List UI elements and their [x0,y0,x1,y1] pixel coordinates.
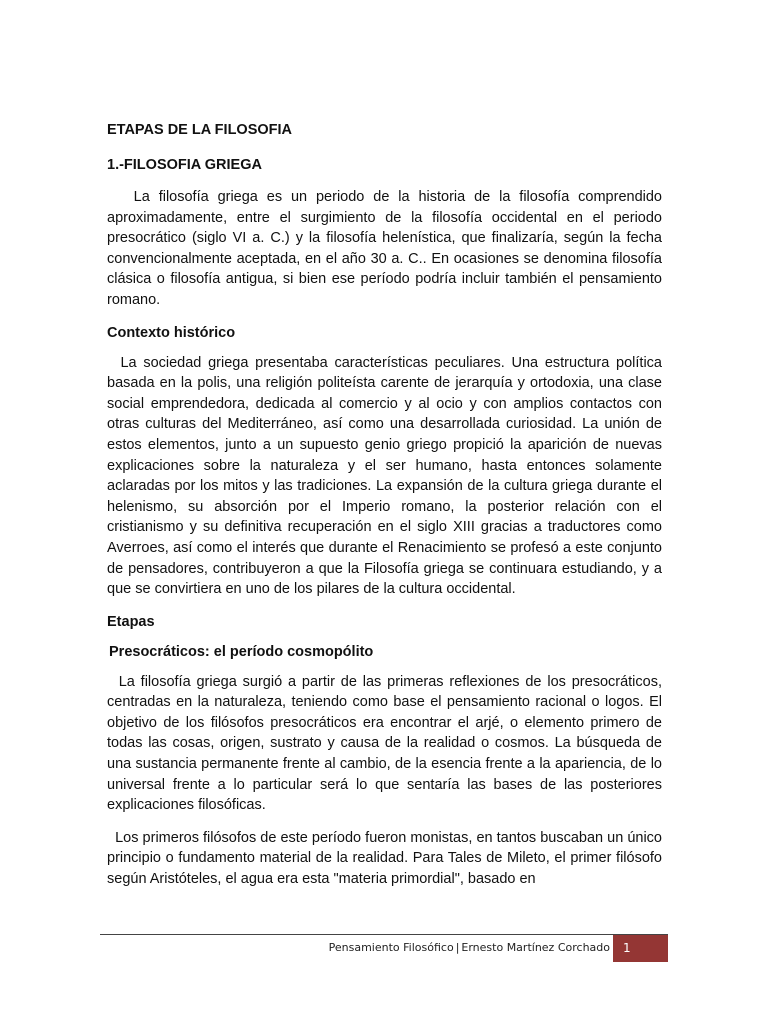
document-page [107,120,662,890]
context-paragraph: La sociedad griega presentaba características peculiares. Una estructura política basada en la polis, una religión politeísta carente de jerarquía y ortodoxia, una clase social emprendedora, dedicada al comercio y al ocio y con amplios contactos con otras culturas del Mediterráneo, así como una desarrollada curiosidad. La unión de estos elementos, junto a un supuesto genio griego propició la aparición de nuevas explicaciones sobre la naturaleza y el ser humano, hasta entonces solamente aclaradas por los mitos y las tradiciones. La expansión de la cultura griega durante el helenismo, su absorción por el Imperio romano, la posterior relación con el cristianismo y su definitiva recuperación en el siglo XIII gracias a traductores como Averroes, así como el interés que durante el Renacimiento se profesó a este conjunto de pensadores, contribuyeron a que la Filosofía griega se continuara estudiando, y a que se convirtiera en uno de los pilares de la cultura occidental. [107,354,662,598]
footer-author: Ernesto Martínez Corchado [461,941,610,954]
context-heading: Contexto histórico [107,324,236,341]
page-footer [100,934,668,962]
presocratic-paragraph-2: Los primeros filósofos de este período fueron monistas, en tantos buscaban un único principio o fundamento material de la realidad. Para Tales de Mileto, el primer filósofo según Aristóteles, el agua era esta "materia primordial", basado en [107,829,662,888]
section-title: 1.-FILOSOFIA GRIEGA [107,157,262,173]
footer-separator: | [455,941,460,954]
page-number-badge: 1 [613,935,668,962]
presocratic-heading: Presocráticos: el período cosmopólito [109,643,374,660]
presocratic-paragraph-1: La filosofía griega surgió a partir de las primeras reflexiones de los presocráticos, centradas en la naturaleza, teniendo como base el pensamiento racional o logos. El objetivo de los filósofos presocráticos era encontrar el arjé, o elemento primero de todas las cosas, origen, sustrato y causa de la realidad o cosmos. La búsqueda de una sustancia permanente frente al cambio, de la esencia frente a la apariencia, de lo universal frente a lo particular será lo que sentaría las bases de las posteriores explicaciones filosóficas. [107,673,662,814]
footer-text [329,941,610,954]
document-title: ETAPAS DE LA FILOSOFIA [107,122,293,138]
stages-heading: Etapas [107,613,155,630]
footer-document-title: Pensamiento Filosófico [328,941,454,954]
intro-paragraph: La filosofía griega es un periodo de la historia de la filosofía comprendido aproximadamente, entre el surgimiento de la filosofía occidental en el periodo presocrático (siglo VI a. C.) y la filosofía helenística, que finalizaría, según la fecha convencionalmente aceptada, en el año 30 a. C.. En ocasiones se denomina filosofía clásica o filosofía antigua, si bien ese período podría incluir también el pensamiento romano. [107,189,662,308]
